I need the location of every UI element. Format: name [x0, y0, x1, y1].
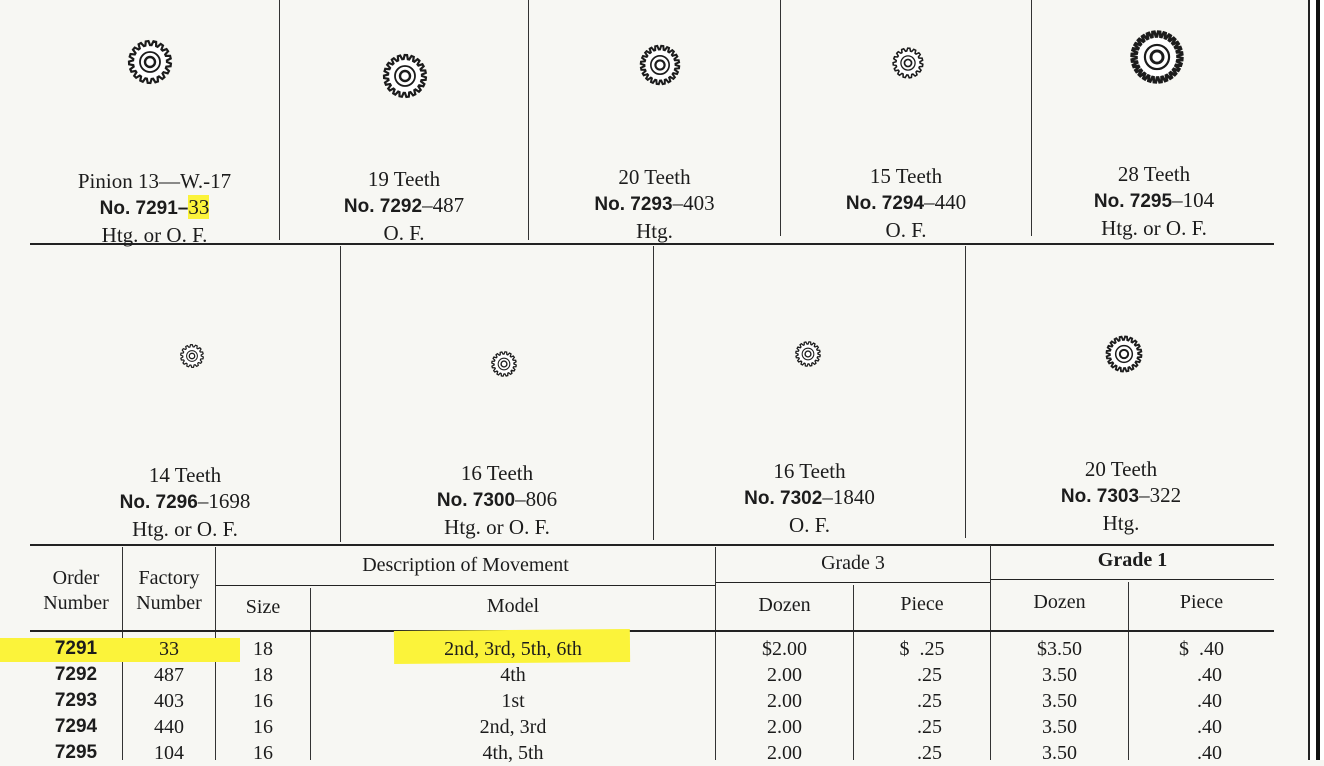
model: 4th — [500, 664, 526, 686]
gear-icon — [179, 343, 205, 369]
col-header-g1-dozen: Dozen — [1033, 591, 1086, 613]
factory-number: 487 — [154, 664, 184, 686]
grade3-piece: .25 — [917, 716, 942, 738]
size: 16 — [253, 716, 273, 738]
gear-icon — [794, 340, 822, 368]
col-header-model: Model — [486, 595, 540, 617]
factory-number: 33 — [159, 638, 179, 660]
col-header-g3-dozen: Dozen — [758, 594, 811, 616]
grade3-piece: .25 — [917, 742, 942, 764]
size: 18 — [253, 664, 273, 686]
grade1-dozen: 3.50 — [1042, 716, 1077, 738]
order-number: 7295 — [54, 742, 98, 763]
gear-caption: 20 Teeth No. 7293–403 Htg. — [594, 165, 715, 243]
factory-number: 104 — [154, 742, 184, 764]
gear-icon — [638, 43, 682, 87]
grade1-piece: $ .40 — [1179, 638, 1224, 660]
grade3-dozen: 2.00 — [767, 690, 802, 712]
gear-caption: Pinion 13—W.-17 No. 7291–33 Htg. or O. F. — [77, 169, 232, 247]
gear-caption: 14 Teeth No. 7296–1698 Htg. or O. F. — [119, 463, 251, 541]
factory-number: 403 — [154, 690, 184, 712]
grade3-dozen: 2.00 — [767, 664, 802, 686]
table-rule — [716, 582, 990, 583]
grade1-dozen: 3.50 — [1042, 690, 1077, 712]
table-row — [0, 636, 1310, 662]
table-rule — [30, 630, 1274, 632]
col-header-size: Size — [245, 596, 281, 618]
grade1-piece: .40 — [1197, 664, 1222, 686]
grade1-dozen: 3.50 — [1042, 742, 1077, 764]
grade1-dozen: 3.50 — [1042, 664, 1077, 686]
factory-number: 440 — [154, 716, 184, 738]
page-edge — [1308, 0, 1324, 760]
col-header-grade1: Grade 1 — [1097, 549, 1168, 571]
gear-caption: 28 Teeth No. 7295–104 Htg. or O. F. — [1093, 162, 1215, 240]
gear-caption: 16 Teeth No. 7300–806 Htg. or O. F. — [436, 461, 558, 539]
gear-caption: 19 Teeth No. 7292–487 O. F. — [343, 167, 465, 245]
col-header-g1-piece: Piece — [1179, 591, 1224, 613]
model: 2nd, 3rd — [479, 716, 547, 738]
grade3-dozen: 2.00 — [767, 716, 802, 738]
rule — [30, 544, 1274, 546]
col-header-g3-piece: Piece — [900, 593, 944, 615]
table-rule — [991, 579, 1274, 580]
col-header-grade3: Grade 3 — [821, 552, 885, 574]
grade3-dozen: $2.00 — [762, 638, 807, 660]
grade3-piece: $ .25 — [899, 638, 945, 660]
grade1-dozen: $3.50 — [1037, 638, 1082, 660]
gear-icon — [126, 38, 174, 86]
order-number: 7294 — [54, 716, 98, 737]
grade3-piece: .25 — [917, 664, 942, 686]
order-number: 7291 — [54, 638, 98, 659]
col-header-factory-number: Factory Number — [136, 567, 202, 614]
gear-caption: 15 Teeth No. 7294–440 O. F. — [845, 164, 967, 242]
grade1-piece: .40 — [1197, 716, 1222, 738]
table-row — [0, 662, 1310, 688]
size: 16 — [253, 690, 273, 712]
grade1-piece: .40 — [1197, 690, 1222, 712]
gear-icon — [490, 350, 518, 378]
gear-icon — [1104, 334, 1144, 374]
table-row — [0, 714, 1310, 740]
col-header-description: Description of Movement — [362, 554, 569, 576]
model: 1st — [501, 690, 525, 712]
size: 16 — [253, 742, 273, 764]
model: 4th, 5th — [482, 742, 544, 764]
table-rule — [216, 585, 715, 586]
size: 18 — [253, 638, 273, 660]
grade1-piece: .40 — [1197, 742, 1222, 764]
gear-icon — [381, 52, 429, 100]
gear-icon — [891, 46, 925, 80]
table-row — [0, 740, 1310, 766]
order-number: 7293 — [54, 690, 98, 711]
gear-caption: 16 Teeth No. 7302–1840 O. F. — [744, 459, 875, 537]
gear-caption: 20 Teeth No. 7303–322 Htg. — [1060, 457, 1182, 535]
grade3-dozen: 2.00 — [767, 742, 802, 764]
gear-icon — [1128, 28, 1186, 86]
model: 2nd, 3rd, 5th, 6th — [444, 638, 582, 660]
order-number: 7292 — [54, 664, 98, 685]
grade3-piece: .25 — [917, 690, 942, 712]
col-header-order-number: Order Number — [43, 567, 109, 614]
table-row — [0, 688, 1310, 714]
